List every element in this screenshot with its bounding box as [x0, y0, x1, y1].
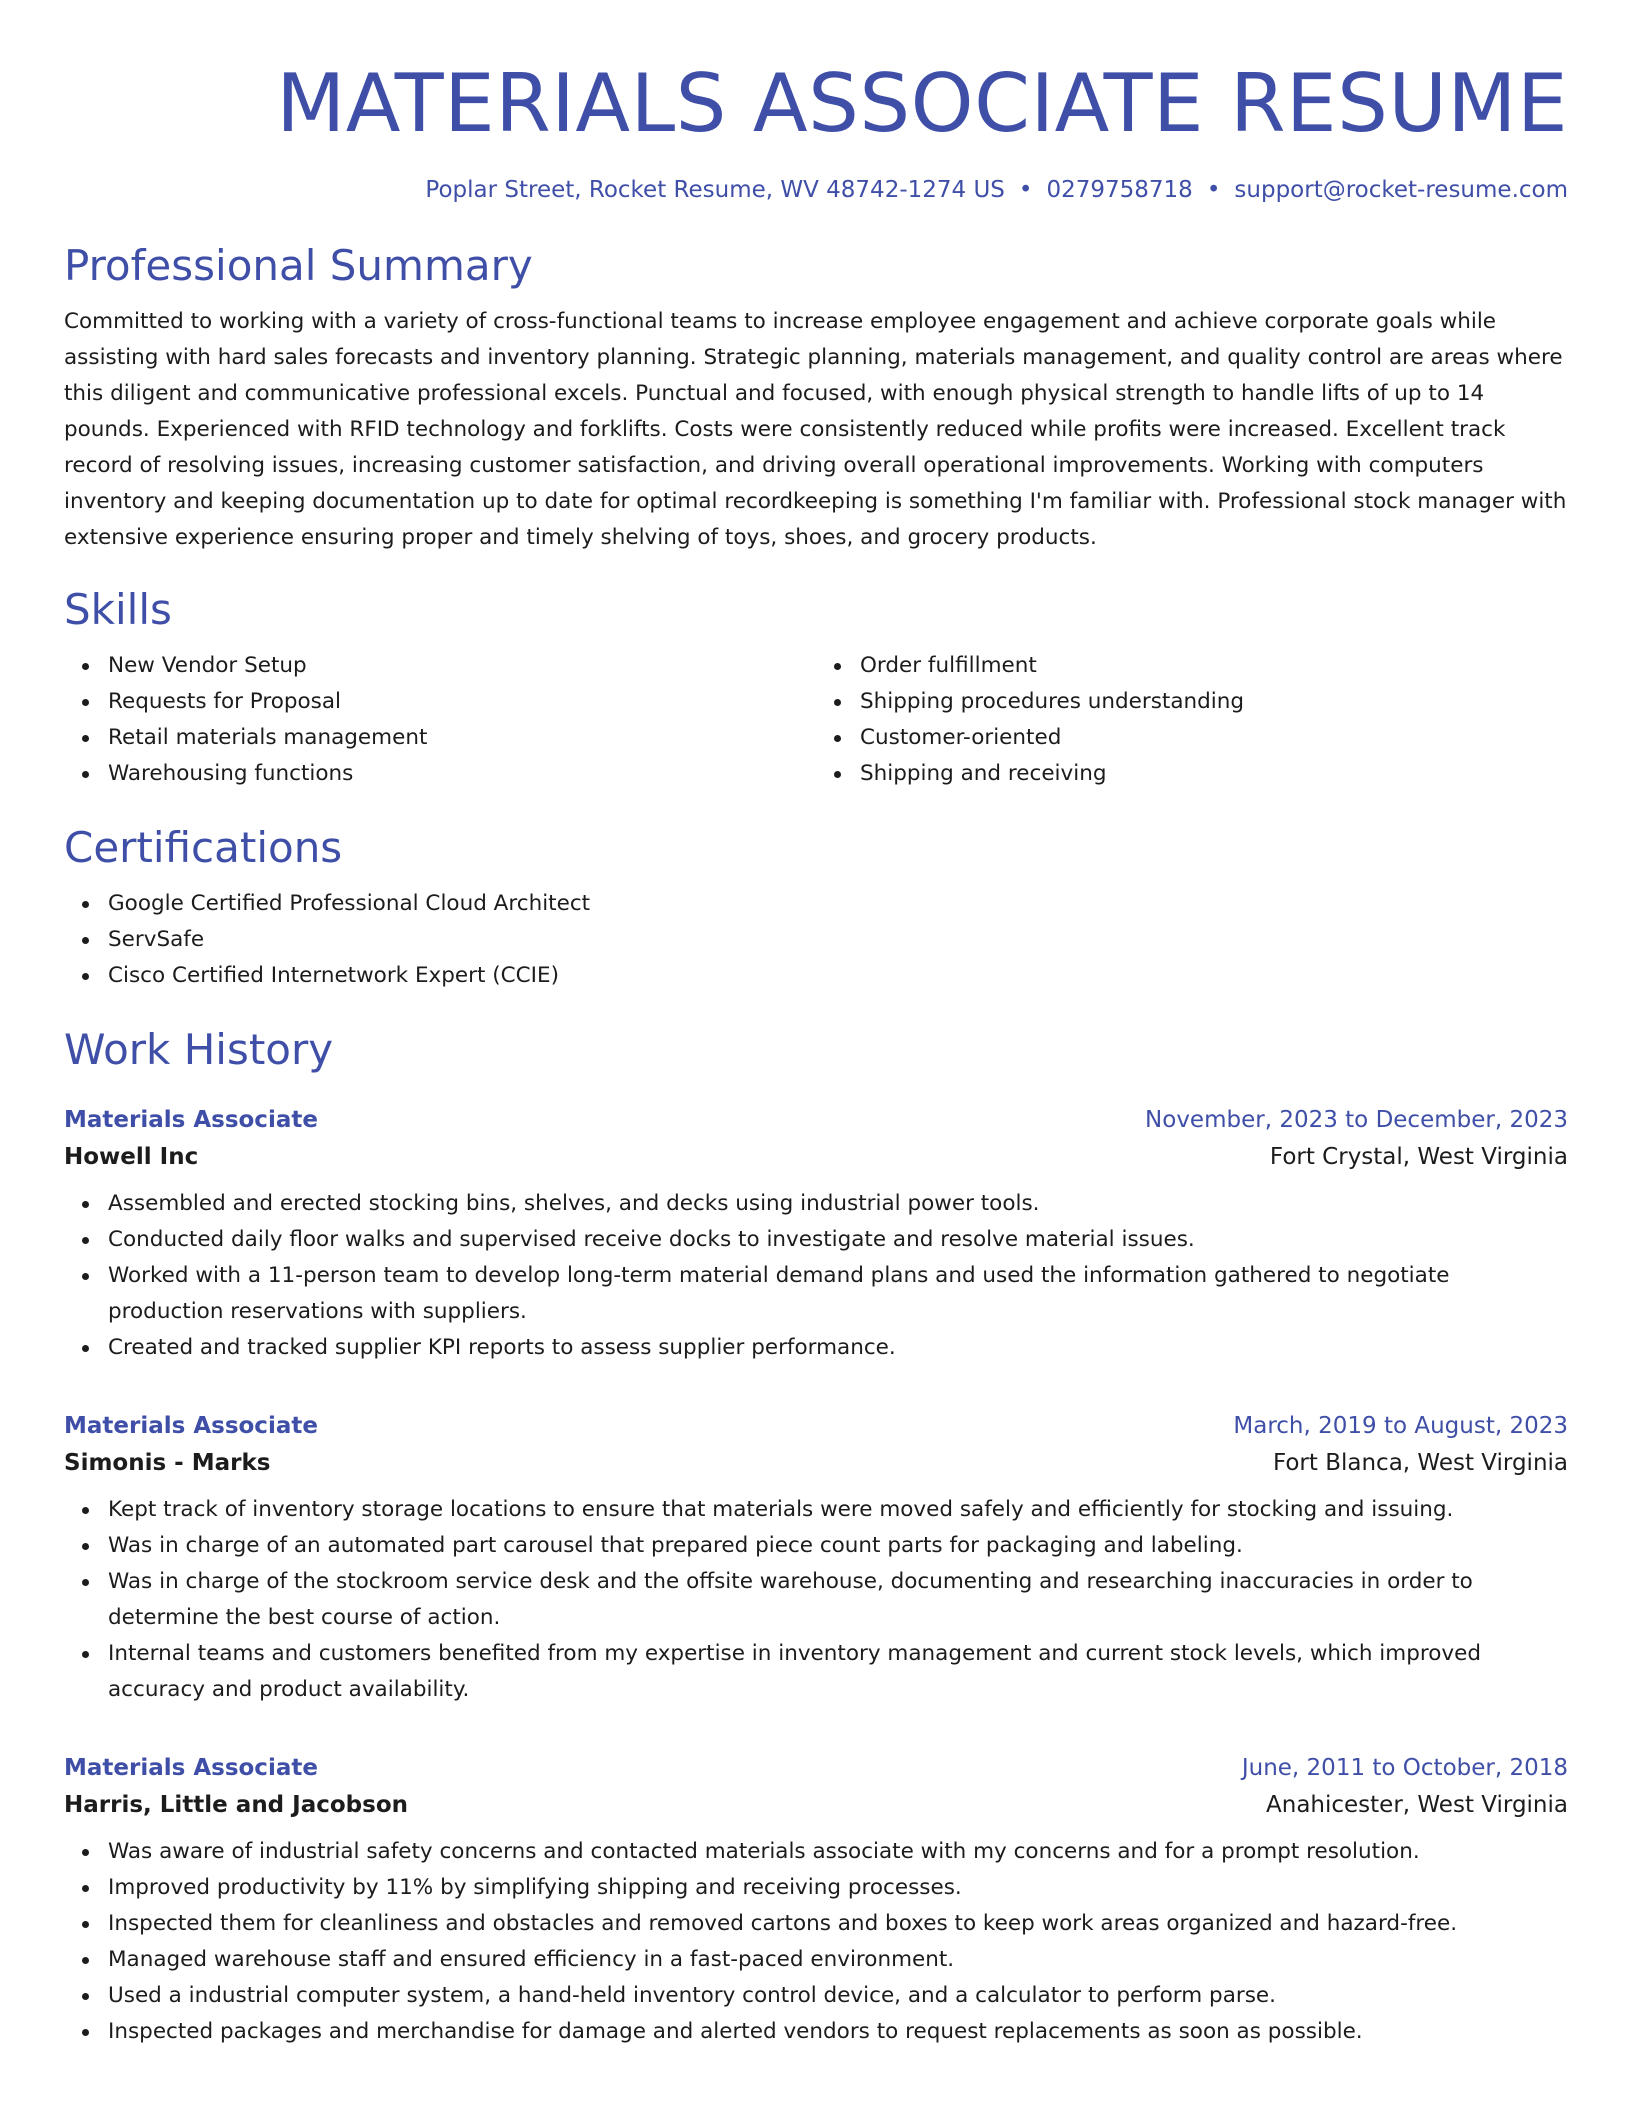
job-bullet: Was in charge of the stockroom service desk and the offsite warehouse, documenting and researching inaccuracies in order to determine the best course of action. [108, 1564, 1568, 1636]
job-header [64, 1102, 1568, 1138]
contact-email[interactable]: support@rocket-resume.com [1234, 177, 1568, 203]
resume-title: MATERIALS ASSOCIATE RESUME [276, 57, 1568, 150]
job-dates: March, 2019 to August, 2023 [1233, 1413, 1568, 1439]
job-role: Materials Associate [64, 1413, 318, 1439]
skill-item: Shipping procedures understanding [860, 684, 1568, 720]
job-location: Anahicester, West Virginia [1266, 1792, 1568, 1818]
job-bullet: Used a industrial computer system, a hand-held inventory control device, and a calculator to perform parse. [108, 1978, 1568, 2014]
job-subheader [64, 1138, 1568, 1176]
job-subheader [64, 1786, 1568, 1824]
skill-item: Customer-oriented [860, 720, 1568, 756]
summary-heading: Professional Summary [64, 241, 533, 290]
skill-item: New Vendor Setup [108, 648, 816, 684]
job-bullets [64, 1492, 1568, 1708]
skills-list [64, 648, 1568, 792]
job-role: Materials Associate [64, 1107, 318, 1133]
skill-item: Retail materials management [108, 720, 816, 756]
job-company: Harris, Little and Jacobson [64, 1792, 409, 1818]
skills-column-left [64, 648, 816, 792]
job-entry [64, 1102, 1568, 1366]
job-location: Fort Crystal, West Virginia [1269, 1144, 1568, 1170]
job-dates: June, 2011 to October, 2018 [1241, 1755, 1568, 1781]
job-bullet: Created and tracked supplier KPI reports to assess supplier performance. [108, 1330, 1568, 1366]
job-subheader [64, 1444, 1568, 1482]
job-location: Fort Blanca, West Virginia [1272, 1450, 1568, 1476]
contact-separator: • [1018, 177, 1033, 203]
job-entry [64, 1750, 1568, 2050]
job-company: Simonis - Marks [64, 1450, 271, 1476]
contact-address: Poplar Street, Rocket Resume, WV 48742-1274 US [425, 177, 1005, 203]
job-bullet: Managed warehouse staff and ensured efficiency in a fast-paced environment. [108, 1942, 1568, 1978]
job-bullet: Kept track of inventory storage locations to ensure that materials were moved safely and efficiently for stocking and issuing. [108, 1492, 1568, 1528]
skill-item: Shipping and receiving [860, 756, 1568, 792]
contact-line [64, 174, 1568, 206]
job-header [64, 1408, 1568, 1444]
skill-item: Order fulfillment [860, 648, 1568, 684]
job-bullet: Conducted daily floor walks and supervised receive docks to investigate and resolve material issues. [108, 1222, 1568, 1258]
certification-item: Google Certified Professional Cloud Architect [108, 886, 1568, 922]
certifications-heading: Certifications [64, 823, 343, 872]
skill-item: Requests for Proposal [108, 684, 816, 720]
job-role: Materials Associate [64, 1755, 318, 1781]
job-bullet: Inspected them for cleanliness and obstacles and removed cartons and boxes to keep work areas organized and hazard-free. [108, 1906, 1568, 1942]
job-bullet: Internal teams and customers benefited from my expertise in inventory management and current stock levels, which improved accuracy and product availability. [108, 1636, 1568, 1708]
work-history-heading: Work History [64, 1025, 334, 1074]
job-header [64, 1750, 1568, 1786]
job-entry [64, 1408, 1568, 1708]
job-company: Howell Inc [64, 1144, 199, 1170]
job-bullet: Inspected packages and merchandise for damage and alerted vendors to request replacements as soon as possible. [108, 2014, 1568, 2050]
job-bullet: Assembled and erected stocking bins, shelves, and decks using industrial power tools. [108, 1186, 1568, 1222]
job-bullets [64, 1834, 1568, 2050]
skill-item: Warehousing functions [108, 756, 816, 792]
contact-separator: • [1206, 177, 1221, 203]
job-bullets [64, 1186, 1568, 1366]
contact-phone: 0279758718 [1046, 177, 1193, 203]
job-bullet: Improved productivity by 11% by simplifying shipping and receiving processes. [108, 1870, 1568, 1906]
certification-item: Cisco Certified Internetwork Expert (CCIE) [108, 958, 1568, 994]
skills-heading: Skills [64, 585, 172, 634]
certification-item: ServSafe [108, 922, 1568, 958]
certifications-list [64, 886, 1568, 994]
job-dates: November, 2023 to December, 2023 [1145, 1107, 1568, 1133]
job-bullet: Was aware of industrial safety concerns and contacted materials associate with my concerns and for a prompt resolution. [108, 1834, 1568, 1870]
skills-column-right [816, 648, 1568, 792]
job-bullet: Worked with a 11-person team to develop long-term material demand plans and used the information gathered to negotiate production reservations with suppliers. [108, 1258, 1568, 1330]
summary-text: Committed to working with a variety of cross-functional teams to increase employee engagement and achieve corporate goals while assisting with hard sales forecasts and inventory planning. Strategic planning, materials management, and quality control are areas where this diligent and communicative professional excels. Punctual and focused, with enough physical strength to handle lifts of up to 14 pounds. Experienced with RFID technology and forklifts. Costs were consistently reduced while profits were increased. Excellent track record of resolving issues, increasing customer satisfaction, and driving overall operational improvements. Working with computers inventory and keeping documentation up to date for optimal recordkeeping is something I'm familiar with. Professional stock manager with extensive experience ensuring proper and timely shelving of toys, shoes, and grocery products. [64, 309, 1567, 550]
job-bullet: Was in charge of an automated part carousel that prepared piece count parts for packaging and labeling. [108, 1528, 1568, 1564]
